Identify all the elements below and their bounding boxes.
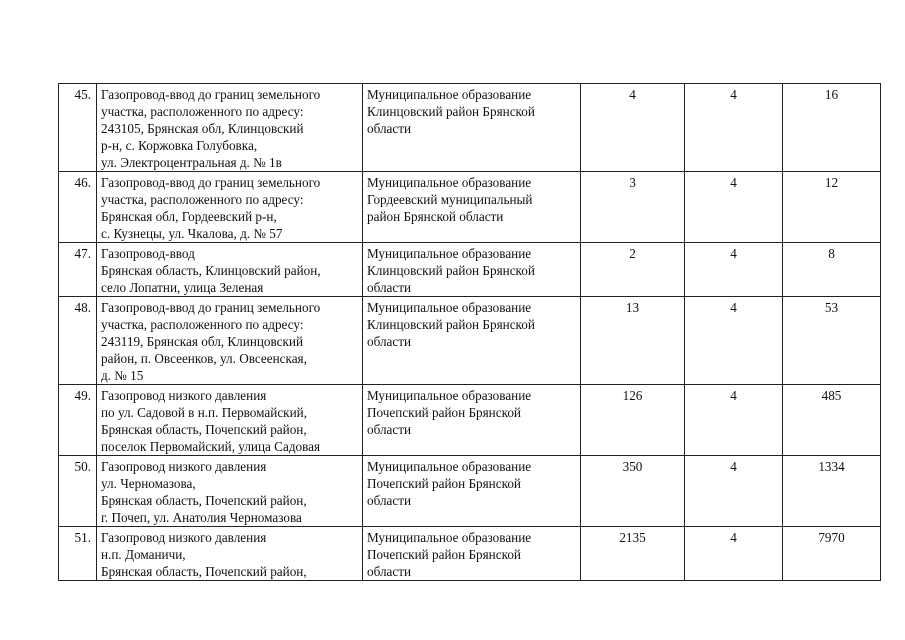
object-name-cell — [97, 172, 363, 243]
table-body — [59, 84, 881, 581]
object-name-line: Газопровод-ввод до границ земельного — [101, 87, 321, 102]
owner-cell — [363, 84, 581, 172]
value-cell-v3: 53 — [783, 297, 881, 385]
row-number: 48. — [59, 297, 97, 385]
table-row — [59, 527, 881, 581]
value-cell-v3: 1334 — [783, 456, 881, 527]
object-name-line: село Лопатни, улица Зеленая — [101, 280, 264, 295]
owner-cell — [363, 172, 581, 243]
value-cell-v2: 4 — [685, 456, 783, 527]
object-name-cell — [97, 297, 363, 385]
value-cell-v3: 8 — [783, 243, 881, 297]
owner-line: Муниципальное образование — [367, 459, 532, 474]
object-name-line: участка, расположенного по адресу: — [101, 104, 304, 119]
value-cell-v1: 3 — [581, 172, 685, 243]
object-name-line: н.п. Доманичи, — [101, 547, 186, 562]
gas-pipeline-table — [58, 83, 881, 581]
value-cell-v1: 13 — [581, 297, 685, 385]
table-row — [59, 172, 881, 243]
table-row — [59, 297, 881, 385]
value-cell-v2: 4 — [685, 243, 783, 297]
object-name-line: Газопровод-ввод до границ земельного — [101, 175, 321, 190]
value-cell-v1: 126 — [581, 385, 685, 456]
object-name-line: район, п. Овсеенков, ул. Овсеенская, — [101, 351, 307, 366]
value-cell-v2: 4 — [685, 527, 783, 581]
owner-line: Почепский район Брянской — [367, 476, 521, 491]
owner-line: области — [367, 280, 412, 295]
object-name-line: Газопровод низкого давления — [101, 459, 267, 474]
owner-line: области — [367, 493, 412, 508]
object-name-line: д. № 15 — [101, 368, 144, 383]
table-row — [59, 84, 881, 172]
object-name-line: р-н, с. Коржовка Голубовка, — [101, 138, 258, 153]
owner-line: Муниципальное образование — [367, 530, 532, 545]
object-name-line: Газопровод-ввод — [101, 246, 195, 261]
owner-line: Муниципальное образование — [367, 175, 532, 190]
object-name-line: Брянская область, Почепский район, — [101, 564, 307, 579]
owner-line: Почепский район Брянской — [367, 405, 521, 420]
owner-line: области — [367, 422, 412, 437]
row-number: 49. — [59, 385, 97, 456]
row-number: 46. — [59, 172, 97, 243]
object-name-line: участка, расположенного по адресу: — [101, 192, 304, 207]
owner-cell — [363, 385, 581, 456]
object-name-line: ул. Электроцентральная д. № 1в — [101, 155, 282, 170]
owner-line: Гордеевский муниципальный — [367, 192, 533, 207]
object-name-line: по ул. Садовой в н.п. Первомайский, — [101, 405, 307, 420]
value-cell-v2: 4 — [685, 172, 783, 243]
object-name-line: Брянская область, Почепский район, — [101, 493, 307, 508]
object-name-line: 243119, Брянская обл, Клинцовский — [101, 334, 304, 349]
object-name-cell — [97, 243, 363, 297]
owner-line: Почепский район Брянской — [367, 547, 521, 562]
row-number: 51. — [59, 527, 97, 581]
value-cell-v1: 350 — [581, 456, 685, 527]
owner-line: Клинцовский район Брянской — [367, 104, 535, 119]
value-cell-v1: 2135 — [581, 527, 685, 581]
owner-line: Муниципальное образование — [367, 300, 532, 315]
owner-line: области — [367, 334, 412, 349]
owner-line: Муниципальное образование — [367, 388, 532, 403]
row-number: 45. — [59, 84, 97, 172]
object-name-line: г. Почеп, ул. Анатолия Черномазова — [101, 510, 302, 525]
object-name-line: Брянская область, Почепский район, — [101, 422, 307, 437]
object-name-cell — [97, 527, 363, 581]
object-name-line: Газопровод-ввод до границ земельного — [101, 300, 321, 315]
owner-cell — [363, 527, 581, 581]
object-name-cell — [97, 84, 363, 172]
value-cell-v3: 485 — [783, 385, 881, 456]
object-name-line: ул. Черномазова, — [101, 476, 196, 491]
object-name-line: Газопровод низкого давления — [101, 388, 267, 403]
owner-line: Муниципальное образование — [367, 87, 532, 102]
table-row — [59, 456, 881, 527]
object-name-line: Газопровод низкого давления — [101, 530, 267, 545]
owner-line: Клинцовский район Брянской — [367, 263, 535, 278]
value-cell-v1: 4 — [581, 84, 685, 172]
owner-cell — [363, 456, 581, 527]
table-row — [59, 243, 881, 297]
object-name-line: участка, расположенного по адресу: — [101, 317, 304, 332]
table-row — [59, 385, 881, 456]
owner-line: области — [367, 121, 412, 136]
owner-line: Муниципальное образование — [367, 246, 532, 261]
value-cell-v2: 4 — [685, 297, 783, 385]
owner-line: области — [367, 564, 412, 579]
value-cell-v2: 4 — [685, 385, 783, 456]
value-cell-v3: 12 — [783, 172, 881, 243]
row-number: 50. — [59, 456, 97, 527]
value-cell-v3: 7970 — [783, 527, 881, 581]
owner-line: Клинцовский район Брянской — [367, 317, 535, 332]
object-name-line: 243105, Брянская обл, Клинцовский — [101, 121, 304, 136]
object-name-line: Брянская обл, Гордеевский р-н, — [101, 209, 277, 224]
object-name-line: поселок Первомайский, улица Садовая — [101, 439, 321, 454]
value-cell-v3: 16 — [783, 84, 881, 172]
object-name-cell — [97, 385, 363, 456]
value-cell-v2: 4 — [685, 84, 783, 172]
value-cell-v1: 2 — [581, 243, 685, 297]
row-number: 47. — [59, 243, 97, 297]
owner-line: район Брянской области — [367, 209, 504, 224]
object-name-cell — [97, 456, 363, 527]
object-name-line: Брянская область, Клинцовский район, — [101, 263, 321, 278]
owner-cell — [363, 297, 581, 385]
owner-cell — [363, 243, 581, 297]
object-name-line: с. Кузнецы, ул. Чкалова, д. № 57 — [101, 226, 283, 241]
